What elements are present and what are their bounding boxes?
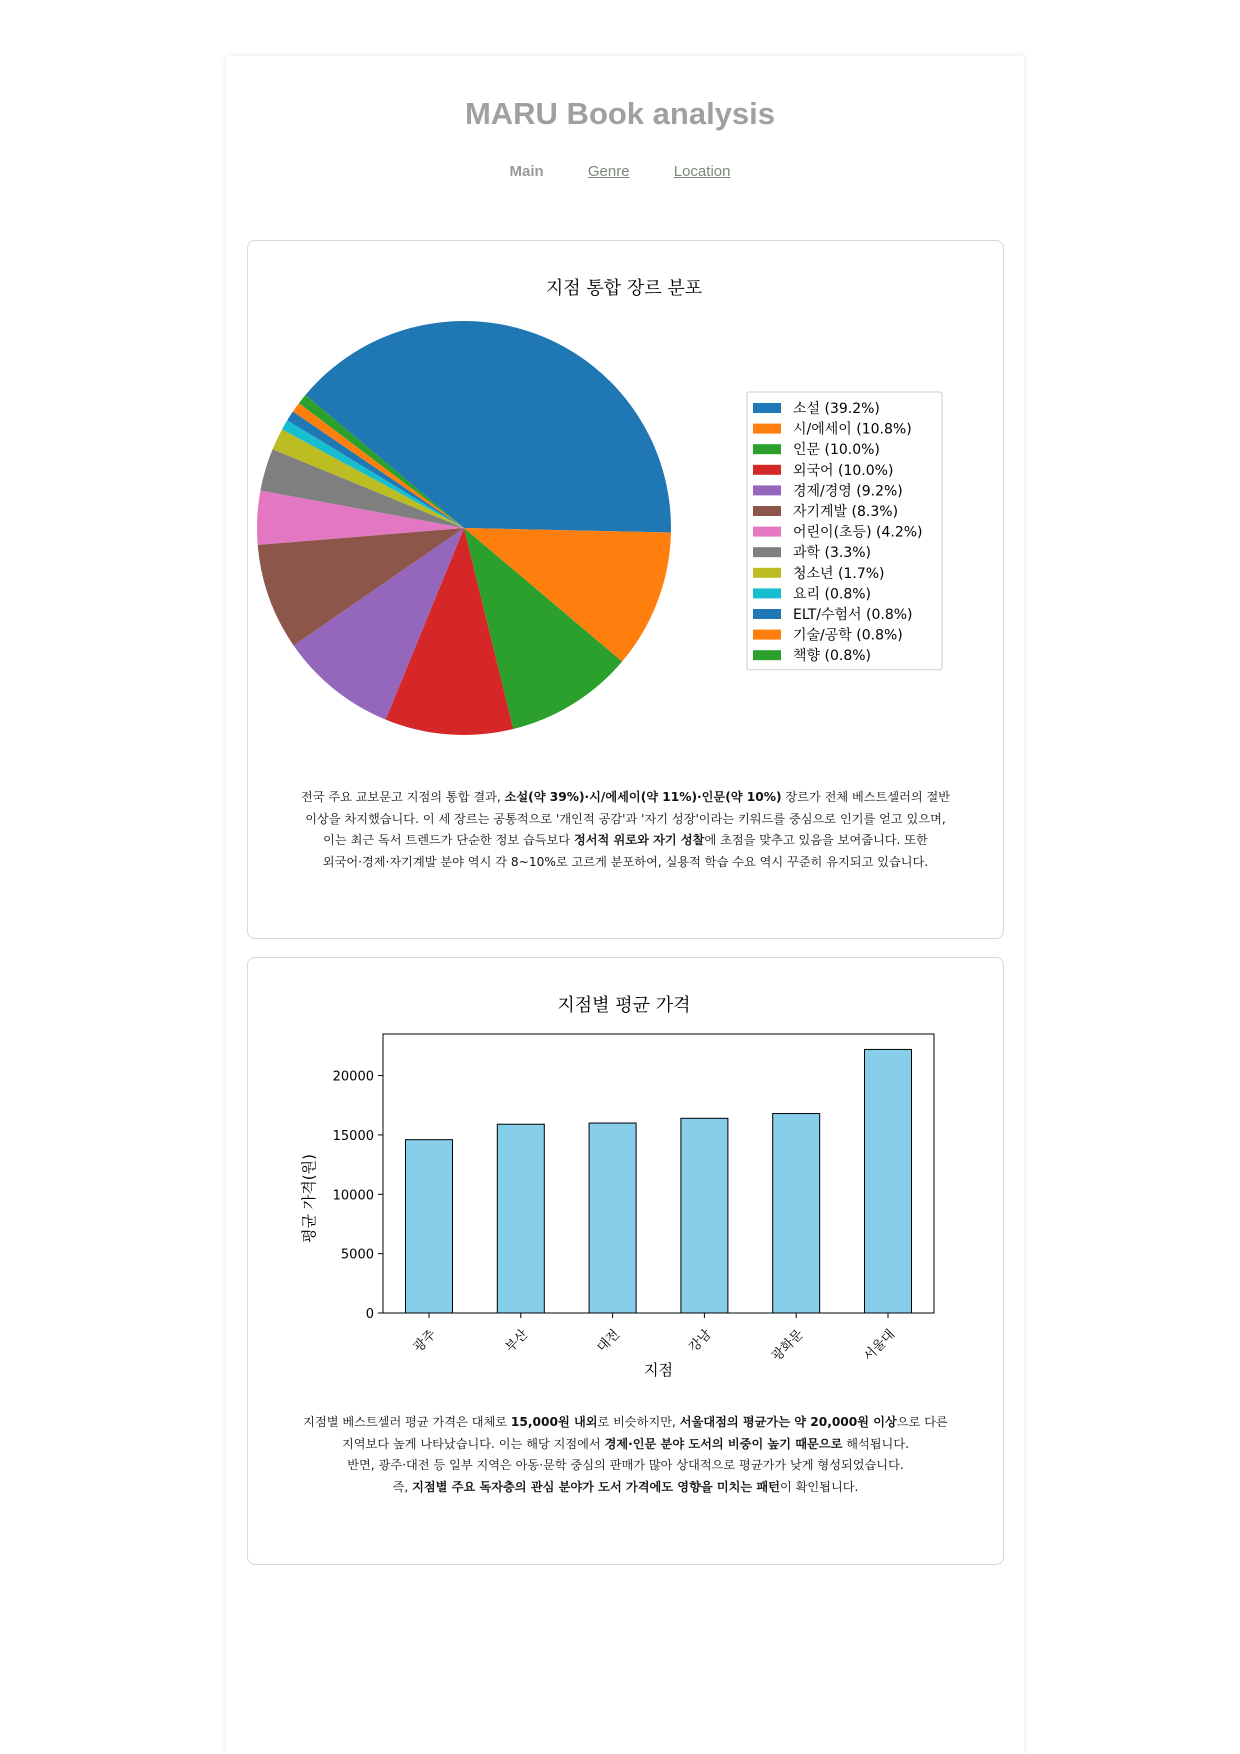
- legend-entry: 요리 (0.8%): [793, 586, 871, 603]
- location-desc-text: 지역보다 높게 나타났습니다. 이는 해당 지점에서: [342, 1436, 605, 1451]
- legend-swatch: [753, 547, 781, 557]
- legend-entry: 책향 (0.8%): [793, 648, 871, 665]
- y-tick-label: 10000: [332, 1188, 374, 1204]
- x-axis-label: 지점: [644, 1361, 673, 1379]
- price-bar: [589, 1123, 636, 1313]
- nav-main-link[interactable]: Main: [509, 163, 544, 180]
- legend-entry: 인문 (10.0%): [793, 442, 880, 459]
- location-desc-highlight: 15,000원 내외: [510, 1415, 598, 1429]
- genre-desc-text: 전국 주요 교보문고 지점의 통합 결과,: [300, 790, 505, 804]
- x-tick-label: 대전: [594, 1327, 623, 1356]
- location-desc-highlight: 지점별 주요 독자층의 관심 분야가 도서 가격에도 영향을 미치는 패턴: [412, 1479, 780, 1494]
- genre-desc-line: [288, 787, 963, 809]
- nav-location-link[interactable]: Location: [673, 163, 731, 180]
- legend-swatch: [753, 465, 781, 475]
- genre-desc-text: 이는 최근 독서 트렌드가 단순한 정보 습득보다: [323, 833, 574, 847]
- genre-desc-text: 외국어·경제·자기계발 분야 역시 각 8~10%로 고르게 분포하여, 실용적 학습 수요 역시 꾸준히 유지되고 있습니다.: [322, 854, 929, 869]
- legend-entry: 자기계발 (8.3%): [793, 504, 899, 520]
- y-tick-label: 15000: [332, 1128, 374, 1144]
- legend-entry: 외국어 (10.0%): [793, 462, 894, 479]
- legend-swatch: [753, 444, 781, 454]
- genre-desc-line: [288, 852, 963, 874]
- genre-pie-chart: [248, 241, 1003, 781]
- location-desc-text: 즉,: [392, 1479, 413, 1494]
- nav-genre-link[interactable]: Genre: [587, 163, 630, 180]
- genre-desc-highlight: 소설(약 39%)·시/에세이(약 11%)·인문(약 10%): [504, 790, 782, 804]
- x-tick-label: 광주: [410, 1327, 440, 1356]
- genre-description: [288, 787, 963, 873]
- location-desc-text: 으로 다른: [896, 1415, 948, 1429]
- price-bar: [406, 1140, 453, 1313]
- location-description: [288, 1412, 963, 1498]
- legend-entry: ELT/수험서 (0.8%): [793, 607, 913, 623]
- legend-swatch: [753, 424, 781, 434]
- genre-desc-line: [288, 830, 963, 852]
- location-card: [247, 957, 1004, 1565]
- price-bar-chart: [248, 958, 1003, 1398]
- x-tick-label: 서울대: [860, 1327, 899, 1365]
- legend-swatch: [753, 609, 781, 619]
- pie-slices: [257, 321, 671, 735]
- location-desc-text: 반면, 광주·대전 등 일부 지역은 아동·문학 중심의 판매가 많아 상대적으로 평균가가 낮게 형성되었습니다.: [347, 1458, 904, 1472]
- legend-swatch: [753, 527, 781, 537]
- y-tick-label: 5000: [340, 1247, 374, 1263]
- legend-entry: 소설 (39.2%): [793, 401, 880, 417]
- x-tick-label: 부산: [502, 1327, 532, 1356]
- genre-desc-text: 에 초점을 맞추고 있음을 보여줍니다. 또한: [704, 833, 928, 847]
- location-desc-line: [288, 1434, 963, 1456]
- location-desc-text: 로 비슷하지만,: [597, 1415, 680, 1429]
- genre-desc-line: [288, 809, 963, 831]
- price-bar: [773, 1114, 820, 1313]
- price-bar: [865, 1049, 912, 1313]
- genre-desc-text: 이상을 차지했습니다. 이 세 장르는 공통적으로 '개인적 공감'과 '자기 성장'이라는 키워드를 중심으로 인기를 얻고 있으며,: [305, 811, 946, 826]
- x-tick-label: 광화문: [769, 1327, 807, 1365]
- genre-desc-text: 장르가 전체 베스트셀러의 절반: [781, 790, 951, 804]
- location-desc-text: 이 확인됩니다.: [779, 1479, 859, 1494]
- legend-swatch: [753, 650, 781, 660]
- plot-frame: [383, 1034, 934, 1313]
- main-nav: [0, 163, 1240, 180]
- legend-entry: 시/에세이 (10.8%): [793, 421, 912, 438]
- price-bar: [497, 1124, 544, 1313]
- legend-swatch: [753, 485, 781, 495]
- location-desc-text: 지점별 베스트셀러 평균 가격은 대체로: [303, 1415, 511, 1429]
- legend-swatch: [753, 403, 781, 413]
- legend-entry: 과학 (3.3%): [793, 545, 871, 562]
- legend-entry: 경제/경영 (9.2%): [793, 483, 903, 500]
- legend-swatch: [753, 630, 781, 640]
- y-tick-label: 20000: [332, 1069, 374, 1085]
- legend-swatch: [753, 506, 781, 516]
- y-axis-label: 평균 가격(원): [300, 1154, 318, 1243]
- location-desc-line: [288, 1412, 963, 1434]
- legend-entry: 기술/공학 (0.8%): [793, 627, 903, 644]
- location-desc-highlight: 서울대점의 평균가는 약 20,000원 이상: [679, 1415, 897, 1429]
- pie-chart-title: 지점 통합 장르 분포: [545, 278, 703, 299]
- location-desc-line: [288, 1455, 963, 1477]
- legend-swatch: [753, 588, 781, 598]
- location-desc-line: [288, 1477, 963, 1499]
- bar-chart-title: 지점별 평균 가격: [557, 995, 691, 1016]
- legend-entry: 어린이(초등) (4.2%): [793, 524, 923, 541]
- location-desc-text: 해석됩니다.: [842, 1436, 909, 1451]
- x-tick-label: 강남: [686, 1327, 715, 1356]
- bar-group: [333, 1034, 934, 1364]
- legend-entry: 청소년 (1.7%): [793, 565, 885, 582]
- legend-swatch: [753, 568, 781, 578]
- y-tick-label: 0: [365, 1307, 374, 1322]
- location-desc-highlight: 경제·인문 분야 도서의 비중이 높기 때문으로: [604, 1436, 843, 1451]
- price-bar: [681, 1118, 728, 1313]
- genre-desc-highlight: 정서적 위로와 자기 성찰: [573, 833, 705, 847]
- pie-legend: [747, 392, 942, 670]
- genre-card: [247, 240, 1004, 939]
- site-title: MARU Book analysis: [464, 96, 776, 131]
